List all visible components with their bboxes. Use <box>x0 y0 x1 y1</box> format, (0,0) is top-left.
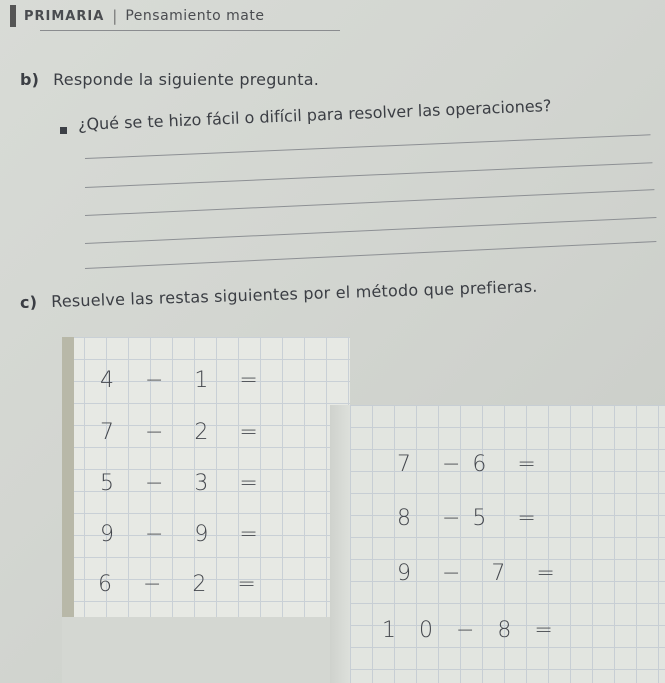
answer-line-4[interactable] <box>85 217 656 244</box>
subtraction-left-5[interactable]: 6 − 2 = <box>98 572 268 597</box>
question-text: ¿Qué se te hizo fácil o difícil para resolver las operaciones? <box>77 95 552 134</box>
header-rule <box>40 30 340 31</box>
section-b-heading <box>20 70 319 89</box>
answer-line-2[interactable] <box>85 162 653 188</box>
section-b-instruction: Responde la siguiente pregunta. <box>53 70 319 89</box>
subtraction-right-1[interactable]: 7 −6 = <box>397 452 548 477</box>
header-marker <box>10 5 16 27</box>
question-bullet <box>60 127 67 134</box>
subtraction-left-3[interactable]: 5 − 3 = <box>100 471 270 496</box>
section-c-letter: c) <box>19 292 38 312</box>
subtraction-right-2[interactable]: 8 −5 = <box>397 506 548 531</box>
header-level: PRIMARIA <box>24 8 105 24</box>
panel-shadow <box>330 405 350 683</box>
section-c-heading <box>20 277 538 312</box>
header-separator: | <box>112 7 118 25</box>
header-subject: Pensamiento mate <box>125 8 265 24</box>
bottom-panel <box>62 617 350 683</box>
subtraction-left-1[interactable]: 4 − 1 = <box>100 368 270 393</box>
subtraction-right-3[interactable]: 9 − 7 = <box>397 561 567 586</box>
answer-line-3[interactable] <box>85 189 654 216</box>
section-c-instruction: Resuelve las restas siguientes por el método que prefieras. <box>50 276 538 312</box>
page-header <box>10 2 264 30</box>
section-b-letter: b) <box>20 70 40 89</box>
subtraction-left-4[interactable]: 9 − 9 = <box>100 522 270 547</box>
subtraction-right-4[interactable]: 1 0 − 8 = <box>382 618 561 643</box>
answer-line-5[interactable] <box>85 241 656 269</box>
answer-line-1[interactable] <box>85 134 651 159</box>
subtraction-left-2[interactable]: 7 − 2 = <box>100 420 270 445</box>
